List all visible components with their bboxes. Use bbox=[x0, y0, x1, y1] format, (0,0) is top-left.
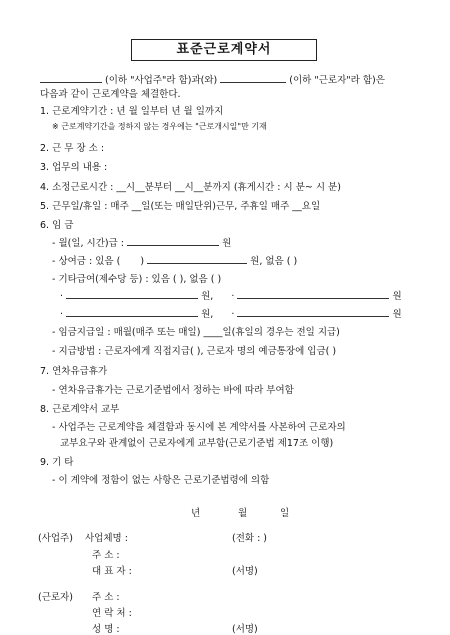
item-contract-delivery: 8. 근로계약서 교부 bbox=[40, 404, 120, 415]
item-contract-period: 1. 근로계약기간 : 년 월 일부터 년 월 일까지 bbox=[40, 106, 224, 117]
worker-name-label: 성 명 : bbox=[92, 624, 120, 635]
employer-address-label: 주 소 : bbox=[92, 550, 120, 561]
wage-other-line: - 기타급여(제수당 등) : 있음 ( ), 없음 ( ) bbox=[52, 274, 222, 285]
intro-line-2: 다음과 같이 근로계약을 체결한다. bbox=[40, 89, 181, 100]
date-day-label: 일 bbox=[280, 508, 290, 519]
document-title: 표준근로계약서 bbox=[131, 39, 317, 61]
employer-company-label: 사업체명 : bbox=[85, 533, 128, 544]
wage-bonus-line bbox=[52, 253, 297, 267]
employer-name-blank[interactable] bbox=[40, 73, 102, 83]
employer-phone-label: (전화 : ) bbox=[232, 533, 268, 544]
other-allowance-row-1: · 원, · 원 bbox=[60, 291, 402, 302]
worker-name-blank[interactable] bbox=[220, 73, 286, 83]
wage-method-line: - 지급방법 : 근로자에게 직접지급( ), 근로자 명의 예금통장에 입금( ) bbox=[52, 346, 337, 357]
worker-address-label: 주 소 : bbox=[92, 592, 120, 603]
intro-line-1 bbox=[40, 72, 385, 86]
allowance-blank-2[interactable] bbox=[237, 289, 389, 299]
date-year-label: 년 bbox=[191, 508, 201, 519]
item-others: 9. 기 타 bbox=[40, 457, 74, 468]
item-workdays: 5. 근무일/휴일 : 매주 __일(또는 매일단위)근무, 주휴일 매주 __요일 bbox=[40, 201, 321, 212]
contract-period-note: ※ 근로계약기간을 정하지 않는 경우에는 "근로개시일"만 기재 bbox=[52, 122, 267, 131]
intro-worker-text: (이하 "근로자"라 함)은 bbox=[289, 75, 385, 86]
item-job-description: 3. 업무의 내용 : bbox=[40, 162, 108, 173]
bonus-paren: ) bbox=[140, 256, 145, 267]
worker-label: (근로자) bbox=[38, 592, 73, 603]
delivery-text-2: 교부요구와 관계없이 근로자에게 교부함(근로기준법 제17조 이행) bbox=[60, 438, 334, 449]
bonus-label: - 상여금 : 있음 ( bbox=[52, 256, 121, 267]
wage-basic-blank[interactable] bbox=[127, 236, 219, 246]
wage-basic-label: - 월(일, 시간)급 : bbox=[52, 238, 125, 249]
date-month-label: 월 bbox=[238, 508, 248, 519]
employer-label: (사업주) bbox=[38, 533, 73, 544]
other-allowance-row-2: · 원, · 원 bbox=[60, 309, 402, 320]
delivery-text-1: - 사업주는 근로계약을 체결함과 동시에 본 계약서를 사본하여 근로자의 bbox=[52, 422, 346, 433]
bonus-amount-blank[interactable] bbox=[147, 254, 247, 264]
allowance-blank-4[interactable] bbox=[237, 307, 389, 317]
allowance-blank-3[interactable] bbox=[66, 307, 198, 317]
allowance-unit-2: 원 bbox=[392, 291, 402, 302]
bonus-none-text: 원, 없음 ( ) bbox=[250, 256, 298, 267]
worker-contact-label: 연 락 처 : bbox=[92, 608, 132, 619]
annual-leave-text: - 연차유급휴가는 근로기준법에서 정하는 바에 따라 부여함 bbox=[52, 385, 294, 396]
item-working-hours: 4. 소정근로시간 : __시__분부터 __시__분까지 (휴게시간 : 시 분~ 시 분) bbox=[40, 182, 341, 193]
allowance-unit-4: 원 bbox=[392, 309, 402, 320]
wage-payday-line: - 임금지급일 : 매월(매주 또는 매일) ____일(휴일의 경우는 전일 지급) bbox=[52, 327, 340, 338]
allowance-unit-1: 원, bbox=[201, 291, 214, 302]
item-wage-heading: 6. 임 금 bbox=[40, 220, 74, 231]
item-annual-leave: 7. 연차유급휴가 bbox=[40, 366, 108, 377]
wage-basic-line bbox=[52, 235, 231, 249]
allowance-blank-1[interactable] bbox=[66, 289, 198, 299]
wage-basic-unit: 원 bbox=[222, 238, 232, 249]
intro-employer-text: (이하 "사업주"라 함)과(와) bbox=[105, 75, 218, 86]
worker-sign-label: (서명) bbox=[232, 624, 258, 635]
employer-sign-label: (서명) bbox=[232, 566, 258, 577]
others-text: - 이 계약에 정함이 없는 사항은 근로기준법령에 의함 bbox=[52, 475, 270, 486]
item-workplace: 2. 근 무 장 소 : bbox=[40, 143, 105, 154]
allowance-unit-3: 원, bbox=[201, 309, 214, 320]
employer-rep-label: 대 표 자 : bbox=[92, 566, 132, 577]
